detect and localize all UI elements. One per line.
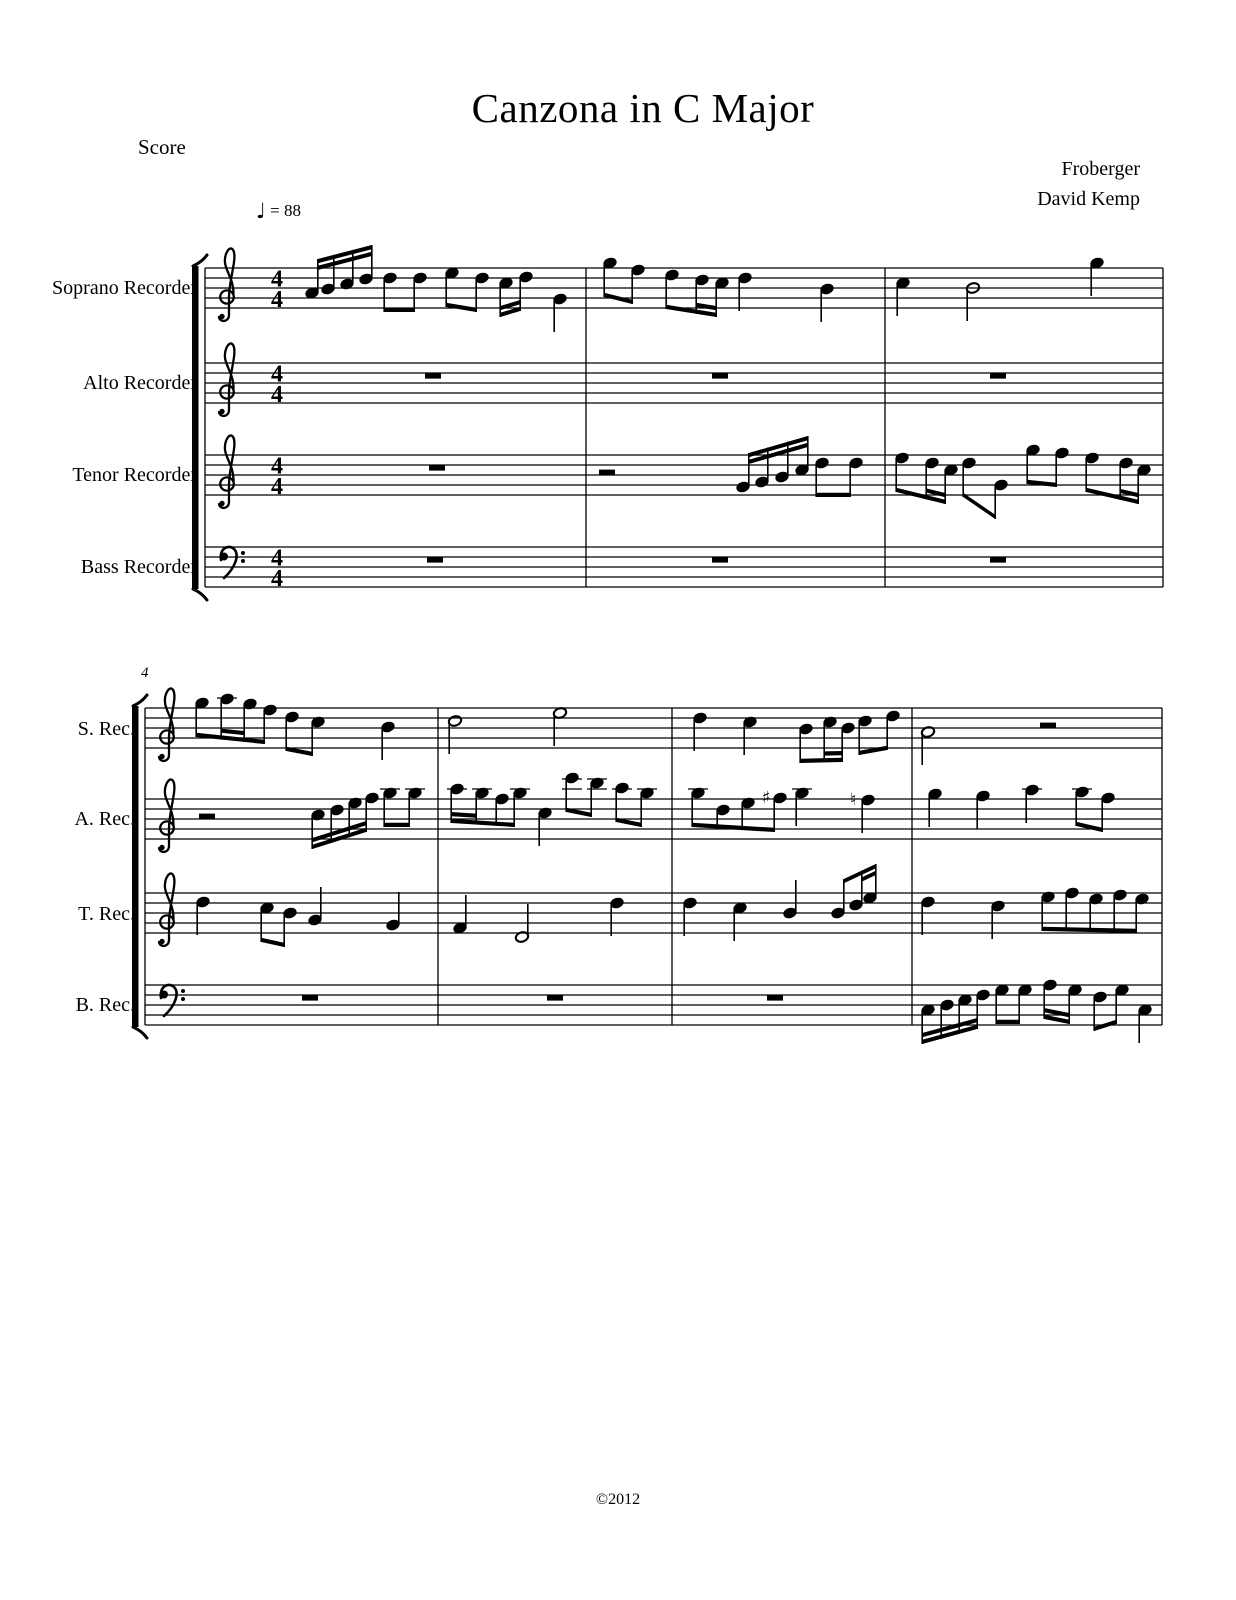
- staff-label-tenor-recorder: Tenor Recorder: [72, 464, 197, 486]
- staff-label-soprano-recorder: Soprano Recorder: [52, 277, 197, 299]
- svg-text:4: 4: [271, 361, 283, 388]
- quarter-note-icon: ♩: [256, 199, 266, 223]
- svg-text:4: 4: [271, 474, 283, 500]
- svg-text:4: 4: [271, 545, 283, 572]
- staff-label-a-rec: A. Rec.: [74, 808, 135, 830]
- svg-text:4: 4: [271, 453, 283, 480]
- tempo-marking: [256, 199, 301, 223]
- svg-text:♮: ♮: [849, 790, 857, 810]
- score-label: Score: [138, 135, 186, 159]
- svg-text:4: 4: [271, 566, 283, 592]
- arranger-credit: David Kemp: [1037, 188, 1140, 210]
- svg-text:4: 4: [271, 287, 283, 313]
- staff-label-bass-recorder: Bass Recorder: [80, 556, 197, 578]
- svg-text:♯: ♯: [761, 788, 771, 808]
- staff-label-t-rec: T. Rec.: [78, 903, 135, 925]
- copyright-notice: ©2012: [595, 1491, 641, 1508]
- svg-text:4: 4: [271, 266, 283, 293]
- tempo-value: = 88: [270, 201, 301, 220]
- svg-text:4: 4: [271, 382, 283, 408]
- staff-label-s-rec: S. Rec.: [77, 718, 135, 740]
- staff-label-alto-recorder: Alto Recorder: [83, 372, 197, 394]
- measure-number: 4: [141, 665, 149, 681]
- composer-credit: Froberger: [1061, 158, 1140, 180]
- staff-label-b-rec: B. Rec.: [75, 994, 135, 1016]
- page-title: Canzona in C Major: [471, 85, 815, 131]
